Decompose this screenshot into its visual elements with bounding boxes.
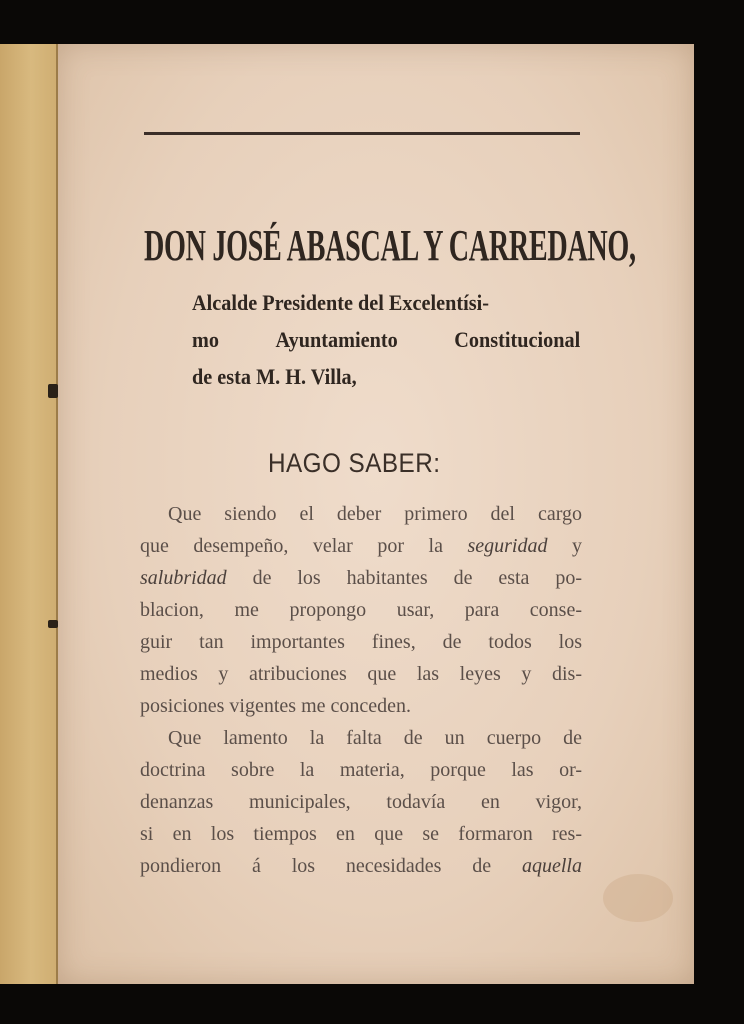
text-line: Que siendo el deber primero del cargo bbox=[168, 503, 582, 525]
subtitle-line bbox=[192, 321, 580, 358]
text-span: y bbox=[547, 535, 582, 557]
text-line: blacion, me propongo usar, para conse- bbox=[140, 599, 582, 621]
subtitle-word: Ayuntamiento bbox=[275, 327, 398, 352]
subtitle-line: Alcalde Presidente del Excelentísi- bbox=[192, 290, 490, 315]
subtitle-word: mo bbox=[192, 327, 219, 352]
italic-word: aquella bbox=[522, 855, 582, 877]
text-span: que desempeño, velar por la bbox=[140, 535, 468, 557]
facing-page-edge bbox=[0, 44, 58, 984]
paper-stain bbox=[603, 874, 673, 922]
italic-word: seguridad bbox=[467, 535, 548, 557]
document-page bbox=[58, 44, 694, 984]
header-rule bbox=[144, 132, 580, 135]
italic-word: salubridad bbox=[140, 567, 227, 589]
text-span: de los habitantes de esta po- bbox=[226, 567, 582, 589]
binding-notch bbox=[48, 384, 58, 398]
text-line: posiciones vigentes me conceden. bbox=[140, 695, 412, 717]
proclamation-heading: HAGO SABER: bbox=[268, 448, 441, 478]
text-line bbox=[140, 530, 582, 562]
body-text bbox=[140, 498, 582, 882]
binding-notch bbox=[48, 620, 58, 628]
text-line: guir tan importantes fines, de todos los bbox=[140, 631, 582, 653]
page-title: DON JOSÉ ABASCAL Y CARREDANO, bbox=[144, 221, 636, 270]
text-line: si en los tiempos en que se formaron res- bbox=[140, 823, 582, 845]
text-line bbox=[140, 562, 582, 594]
subtitle-word: Constitucional bbox=[454, 327, 581, 352]
text-line bbox=[140, 850, 582, 882]
text-line: medios y atribuciones que las leyes y dis- bbox=[140, 663, 582, 685]
subtitle-line: de esta M. H. Villa, bbox=[192, 364, 357, 389]
text-line: Que lamento la falta de un cuerpo de bbox=[168, 727, 582, 749]
text-span: pondieron á los necesidades de bbox=[140, 855, 522, 877]
text-line: doctrina sobre la materia, porque las or- bbox=[140, 759, 582, 781]
text-line: denanzas municipales, todavía en vigor, bbox=[140, 791, 582, 813]
subtitle-block bbox=[192, 284, 582, 395]
